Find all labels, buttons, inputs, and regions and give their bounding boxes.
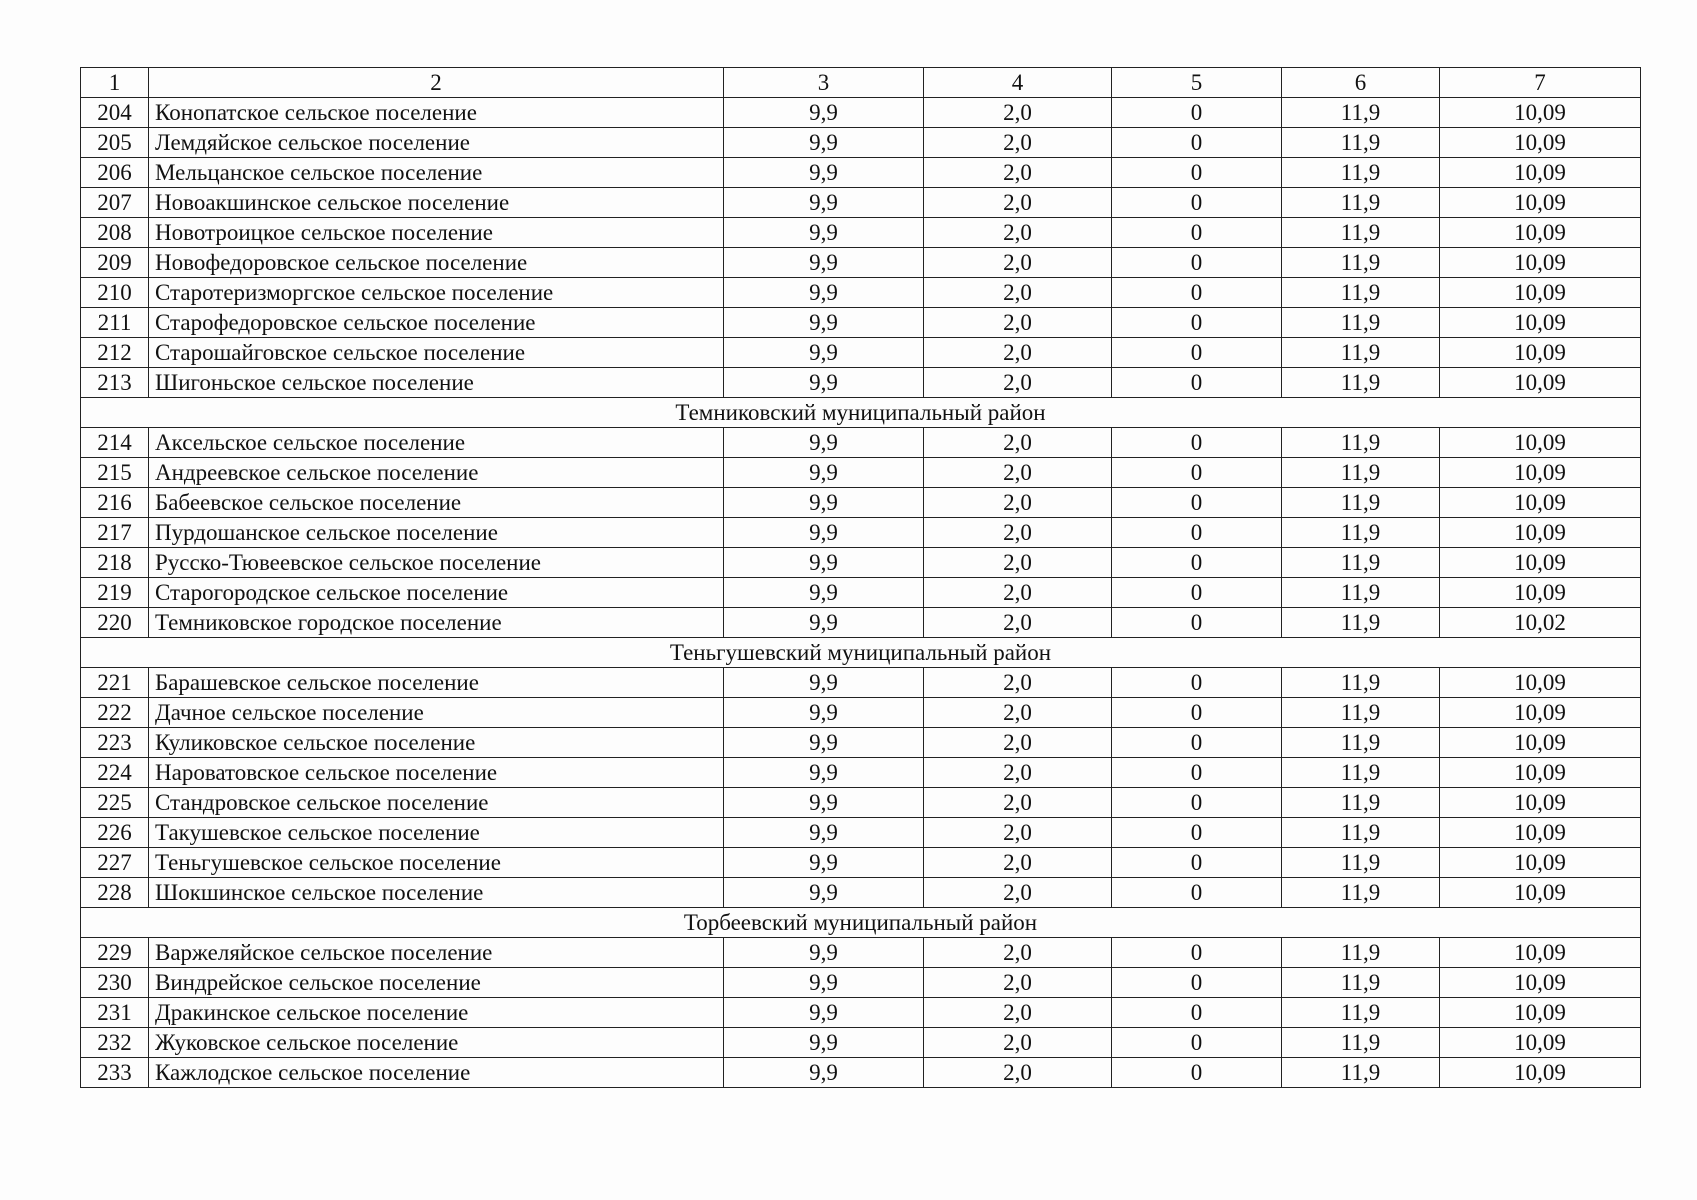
value-col-6: 11,9 xyxy=(1282,548,1440,578)
value-col-3: 9,9 xyxy=(724,818,924,848)
value-col-4: 2,0 xyxy=(924,98,1112,128)
row-number: 227 xyxy=(81,848,149,878)
value-col-7: 10,09 xyxy=(1440,1028,1641,1058)
value-col-5: 0 xyxy=(1112,788,1282,818)
value-col-6: 11,9 xyxy=(1282,818,1440,848)
value-col-3: 9,9 xyxy=(724,248,924,278)
value-col-6: 11,9 xyxy=(1282,998,1440,1028)
value-col-5: 0 xyxy=(1112,128,1282,158)
value-col-7: 10,09 xyxy=(1440,998,1641,1028)
settlement-name: Андреевское сельское поселение xyxy=(149,458,724,488)
value-col-6: 11,9 xyxy=(1282,668,1440,698)
settlement-name: Теньгушевское сельское поселение xyxy=(149,848,724,878)
row-number: 219 xyxy=(81,578,149,608)
column-header-1: 1 xyxy=(81,68,149,98)
value-col-6: 11,9 xyxy=(1282,878,1440,908)
value-col-4: 2,0 xyxy=(924,518,1112,548)
table-row xyxy=(81,98,1641,128)
settlement-name: Нароватовское сельское поселение xyxy=(149,758,724,788)
settlement-name: Куликовское сельское поселение xyxy=(149,728,724,758)
column-header-7: 7 xyxy=(1440,68,1641,98)
settlement-name: Виндрейское сельское поселение xyxy=(149,968,724,998)
value-col-3: 9,9 xyxy=(724,788,924,818)
row-number: 212 xyxy=(81,338,149,368)
header-row xyxy=(81,68,1641,98)
value-col-5: 0 xyxy=(1112,248,1282,278)
settlement-name: Бабеевское сельское поселение xyxy=(149,488,724,518)
section-title: Теньгушевский муниципальный район xyxy=(81,638,1641,668)
value-col-6: 11,9 xyxy=(1282,1028,1440,1058)
section-row xyxy=(81,908,1641,938)
value-col-7: 10,09 xyxy=(1440,578,1641,608)
settlement-name: Жуковское сельское поселение xyxy=(149,1028,724,1058)
settlements-table xyxy=(80,67,1641,1088)
value-col-5: 0 xyxy=(1112,728,1282,758)
value-col-5: 0 xyxy=(1112,938,1282,968)
row-number: 229 xyxy=(81,938,149,968)
settlement-name: Шигоньское сельское поселение xyxy=(149,368,724,398)
value-col-3: 9,9 xyxy=(724,428,924,458)
settlement-name: Пурдошанское сельское поселение xyxy=(149,518,724,548)
section-title: Темниковский муниципальный район xyxy=(81,398,1641,428)
value-col-3: 9,9 xyxy=(724,608,924,638)
value-col-6: 11,9 xyxy=(1282,248,1440,278)
value-col-6: 11,9 xyxy=(1282,698,1440,728)
value-col-3: 9,9 xyxy=(724,488,924,518)
table-row xyxy=(81,1058,1641,1088)
value-col-4: 2,0 xyxy=(924,608,1112,638)
table-row xyxy=(81,578,1641,608)
table-row xyxy=(81,878,1641,908)
settlement-name: Старотеризморгское сельское поселение xyxy=(149,278,724,308)
value-col-6: 11,9 xyxy=(1282,128,1440,158)
row-number: 220 xyxy=(81,608,149,638)
column-header-4: 4 xyxy=(924,68,1112,98)
column-header-5: 5 xyxy=(1112,68,1282,98)
value-col-5: 0 xyxy=(1112,488,1282,518)
value-col-4: 2,0 xyxy=(924,218,1112,248)
value-col-5: 0 xyxy=(1112,428,1282,458)
value-col-7: 10,09 xyxy=(1440,218,1641,248)
value-col-5: 0 xyxy=(1112,518,1282,548)
value-col-3: 9,9 xyxy=(724,188,924,218)
row-number: 226 xyxy=(81,818,149,848)
value-col-7: 10,09 xyxy=(1440,308,1641,338)
settlement-name: Старогородское сельское поселение xyxy=(149,578,724,608)
table-row xyxy=(81,1028,1641,1058)
settlement-name: Русско-Тювеевское сельское поселение xyxy=(149,548,724,578)
value-col-4: 2,0 xyxy=(924,428,1112,458)
row-number: 225 xyxy=(81,788,149,818)
value-col-5: 0 xyxy=(1112,878,1282,908)
value-col-4: 2,0 xyxy=(924,968,1112,998)
settlement-name: Барашевское сельское поселение xyxy=(149,668,724,698)
settlement-name: Стандровское сельское поселение xyxy=(149,788,724,818)
value-col-4: 2,0 xyxy=(924,878,1112,908)
value-col-3: 9,9 xyxy=(724,158,924,188)
value-col-6: 11,9 xyxy=(1282,308,1440,338)
value-col-6: 11,9 xyxy=(1282,848,1440,878)
row-number: 218 xyxy=(81,548,149,578)
value-col-6: 11,9 xyxy=(1282,218,1440,248)
value-col-6: 11,9 xyxy=(1282,788,1440,818)
value-col-6: 11,9 xyxy=(1282,98,1440,128)
value-col-3: 9,9 xyxy=(724,518,924,548)
value-col-3: 9,9 xyxy=(724,698,924,728)
value-col-3: 9,9 xyxy=(724,98,924,128)
row-number: 216 xyxy=(81,488,149,518)
settlement-name: Новоакшинское сельское поселение xyxy=(149,188,724,218)
settlement-name: Варжеляйское сельское поселение xyxy=(149,938,724,968)
value-col-5: 0 xyxy=(1112,848,1282,878)
value-col-5: 0 xyxy=(1112,548,1282,578)
value-col-6: 11,9 xyxy=(1282,428,1440,458)
value-col-4: 2,0 xyxy=(924,998,1112,1028)
section-row xyxy=(81,398,1641,428)
row-number: 215 xyxy=(81,458,149,488)
settlement-name: Темниковское городское поселение xyxy=(149,608,724,638)
value-col-3: 9,9 xyxy=(724,848,924,878)
value-col-7: 10,09 xyxy=(1440,188,1641,218)
value-col-4: 2,0 xyxy=(924,698,1112,728)
value-col-6: 11,9 xyxy=(1282,608,1440,638)
value-col-4: 2,0 xyxy=(924,278,1112,308)
settlement-name: Старошайговское сельское поселение xyxy=(149,338,724,368)
value-col-7: 10,09 xyxy=(1440,938,1641,968)
value-col-5: 0 xyxy=(1112,608,1282,638)
settlement-name: Кажлодское сельское поселение xyxy=(149,1058,724,1088)
value-col-6: 11,9 xyxy=(1282,728,1440,758)
row-number: 204 xyxy=(81,98,149,128)
row-number: 228 xyxy=(81,878,149,908)
row-number: 232 xyxy=(81,1028,149,1058)
value-col-6: 11,9 xyxy=(1282,968,1440,998)
value-col-3: 9,9 xyxy=(724,938,924,968)
settlement-name: Дракинское сельское поселение xyxy=(149,998,724,1028)
value-col-7: 10,09 xyxy=(1440,338,1641,368)
value-col-7: 10,09 xyxy=(1440,278,1641,308)
column-header-2: 2 xyxy=(149,68,724,98)
value-col-4: 2,0 xyxy=(924,368,1112,398)
column-header-3: 3 xyxy=(724,68,924,98)
table-row xyxy=(81,278,1641,308)
value-col-5: 0 xyxy=(1112,698,1282,728)
value-col-5: 0 xyxy=(1112,218,1282,248)
value-col-7: 10,09 xyxy=(1440,788,1641,818)
settlement-name: Старофедоровское сельское поселение xyxy=(149,308,724,338)
value-col-7: 10,09 xyxy=(1440,548,1641,578)
row-number: 217 xyxy=(81,518,149,548)
value-col-4: 2,0 xyxy=(924,458,1112,488)
value-col-4: 2,0 xyxy=(924,578,1112,608)
table-row xyxy=(81,518,1641,548)
row-number: 209 xyxy=(81,248,149,278)
value-col-3: 9,9 xyxy=(724,308,924,338)
value-col-6: 11,9 xyxy=(1282,1058,1440,1088)
value-col-4: 2,0 xyxy=(924,758,1112,788)
value-col-4: 2,0 xyxy=(924,848,1112,878)
value-col-7: 10,09 xyxy=(1440,848,1641,878)
row-number: 207 xyxy=(81,188,149,218)
value-col-7: 10,09 xyxy=(1440,878,1641,908)
value-col-3: 9,9 xyxy=(724,878,924,908)
table-row xyxy=(81,968,1641,998)
value-col-6: 11,9 xyxy=(1282,488,1440,518)
value-col-5: 0 xyxy=(1112,368,1282,398)
value-col-5: 0 xyxy=(1112,278,1282,308)
table-row xyxy=(81,998,1641,1028)
value-col-5: 0 xyxy=(1112,458,1282,488)
value-col-5: 0 xyxy=(1112,98,1282,128)
row-number: 223 xyxy=(81,728,149,758)
value-col-3: 9,9 xyxy=(724,548,924,578)
table-row xyxy=(81,758,1641,788)
value-col-5: 0 xyxy=(1112,1028,1282,1058)
row-number: 208 xyxy=(81,218,149,248)
value-col-4: 2,0 xyxy=(924,728,1112,758)
value-col-3: 9,9 xyxy=(724,968,924,998)
value-col-5: 0 xyxy=(1112,668,1282,698)
row-number: 213 xyxy=(81,368,149,398)
row-number: 211 xyxy=(81,308,149,338)
table-row xyxy=(81,338,1641,368)
value-col-7: 10,09 xyxy=(1440,458,1641,488)
value-col-5: 0 xyxy=(1112,308,1282,338)
value-col-3: 9,9 xyxy=(724,458,924,488)
value-col-3: 9,9 xyxy=(724,728,924,758)
row-number: 224 xyxy=(81,758,149,788)
value-col-4: 2,0 xyxy=(924,1058,1112,1088)
value-col-3: 9,9 xyxy=(724,338,924,368)
value-col-5: 0 xyxy=(1112,818,1282,848)
section-row xyxy=(81,638,1641,668)
value-col-3: 9,9 xyxy=(724,1058,924,1088)
value-col-5: 0 xyxy=(1112,158,1282,188)
value-col-4: 2,0 xyxy=(924,488,1112,518)
row-number: 231 xyxy=(81,998,149,1028)
settlement-name: Дачное сельское поселение xyxy=(149,698,724,728)
value-col-3: 9,9 xyxy=(724,668,924,698)
table-row xyxy=(81,608,1641,638)
value-col-7: 10,09 xyxy=(1440,428,1641,458)
value-col-5: 0 xyxy=(1112,968,1282,998)
value-col-4: 2,0 xyxy=(924,158,1112,188)
row-number: 210 xyxy=(81,278,149,308)
table-row xyxy=(81,548,1641,578)
value-col-3: 9,9 xyxy=(724,998,924,1028)
value-col-4: 2,0 xyxy=(924,938,1112,968)
table-row xyxy=(81,818,1641,848)
value-col-4: 2,0 xyxy=(924,788,1112,818)
table-body xyxy=(81,98,1641,1088)
value-col-3: 9,9 xyxy=(724,128,924,158)
table-row xyxy=(81,698,1641,728)
value-col-6: 11,9 xyxy=(1282,458,1440,488)
settlement-name: Такушевское сельское поселение xyxy=(149,818,724,848)
value-col-6: 11,9 xyxy=(1282,278,1440,308)
value-col-4: 2,0 xyxy=(924,188,1112,218)
value-col-7: 10,09 xyxy=(1440,1058,1641,1088)
row-number: 230 xyxy=(81,968,149,998)
value-col-4: 2,0 xyxy=(924,668,1112,698)
value-col-7: 10,09 xyxy=(1440,728,1641,758)
value-col-6: 11,9 xyxy=(1282,188,1440,218)
value-col-4: 2,0 xyxy=(924,818,1112,848)
value-col-5: 0 xyxy=(1112,758,1282,788)
value-col-4: 2,0 xyxy=(924,1028,1112,1058)
value-col-3: 9,9 xyxy=(724,368,924,398)
row-number: 206 xyxy=(81,158,149,188)
settlement-name: Шокшинское сельское поселение xyxy=(149,878,724,908)
table-row xyxy=(81,488,1641,518)
value-col-7: 10,09 xyxy=(1440,668,1641,698)
settlement-name: Аксельское сельское поселение xyxy=(149,428,724,458)
section-title: Торбеевский муниципальный район xyxy=(81,908,1641,938)
value-col-6: 11,9 xyxy=(1282,578,1440,608)
value-col-7: 10,09 xyxy=(1440,128,1641,158)
value-col-4: 2,0 xyxy=(924,248,1112,278)
table-row xyxy=(81,728,1641,758)
value-col-6: 11,9 xyxy=(1282,368,1440,398)
value-col-7: 10,09 xyxy=(1440,98,1641,128)
table-row xyxy=(81,938,1641,968)
table-row xyxy=(81,368,1641,398)
value-col-5: 0 xyxy=(1112,578,1282,608)
value-col-3: 9,9 xyxy=(724,1028,924,1058)
value-col-3: 9,9 xyxy=(724,278,924,308)
value-col-5: 0 xyxy=(1112,188,1282,218)
value-col-7: 10,09 xyxy=(1440,518,1641,548)
value-col-7: 10,09 xyxy=(1440,968,1641,998)
value-col-4: 2,0 xyxy=(924,308,1112,338)
value-col-7: 10,09 xyxy=(1440,698,1641,728)
table-row xyxy=(81,218,1641,248)
table-row xyxy=(81,458,1641,488)
table-header xyxy=(81,68,1641,98)
value-col-5: 0 xyxy=(1112,1058,1282,1088)
settlement-name: Мельцанское сельское поселение xyxy=(149,158,724,188)
table-row xyxy=(81,788,1641,818)
settlement-name: Конопатское сельское поселение xyxy=(149,98,724,128)
table-row xyxy=(81,668,1641,698)
table-row xyxy=(81,158,1641,188)
column-header-6: 6 xyxy=(1282,68,1440,98)
value-col-7: 10,09 xyxy=(1440,158,1641,188)
value-col-6: 11,9 xyxy=(1282,518,1440,548)
value-col-7: 10,09 xyxy=(1440,818,1641,848)
row-number: 205 xyxy=(81,128,149,158)
table-row xyxy=(81,188,1641,218)
table-row xyxy=(81,248,1641,278)
table-row xyxy=(81,128,1641,158)
row-number: 221 xyxy=(81,668,149,698)
row-number: 222 xyxy=(81,698,149,728)
row-number: 233 xyxy=(81,1058,149,1088)
value-col-6: 11,9 xyxy=(1282,158,1440,188)
value-col-7: 10,09 xyxy=(1440,248,1641,278)
value-col-5: 0 xyxy=(1112,338,1282,368)
value-col-3: 9,9 xyxy=(724,758,924,788)
value-col-6: 11,9 xyxy=(1282,938,1440,968)
table-row xyxy=(81,848,1641,878)
value-col-7: 10,02 xyxy=(1440,608,1641,638)
value-col-7: 10,09 xyxy=(1440,368,1641,398)
settlement-name: Лемдяйское сельское поселение xyxy=(149,128,724,158)
table-row xyxy=(81,308,1641,338)
settlement-name: Новотроицкое сельское поселение xyxy=(149,218,724,248)
value-col-4: 2,0 xyxy=(924,338,1112,368)
value-col-7: 10,09 xyxy=(1440,488,1641,518)
value-col-4: 2,0 xyxy=(924,128,1112,158)
value-col-3: 9,9 xyxy=(724,578,924,608)
settlement-name: Новофедоровское сельское поселение xyxy=(149,248,724,278)
value-col-4: 2,0 xyxy=(924,548,1112,578)
value-col-6: 11,9 xyxy=(1282,758,1440,788)
value-col-5: 0 xyxy=(1112,998,1282,1028)
table-row xyxy=(81,428,1641,458)
value-col-3: 9,9 xyxy=(724,218,924,248)
row-number: 214 xyxy=(81,428,149,458)
value-col-7: 10,09 xyxy=(1440,758,1641,788)
value-col-6: 11,9 xyxy=(1282,338,1440,368)
